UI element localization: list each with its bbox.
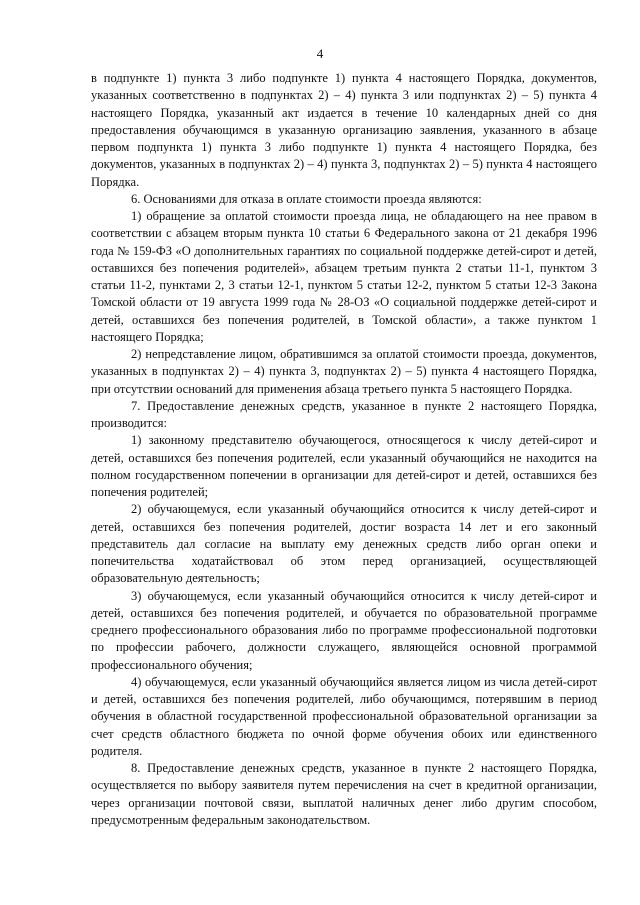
page-number: 4 — [316, 46, 324, 61]
paragraph-item-6: 6. Основаниями для отказа в оплате стоимости проезда являются: — [131, 191, 482, 206]
paragraph-item-7-3: 3) обучающемуся, если указанный обучающийся относится к числу детей-сирот и детей, оставшихся без попечения родителей, и обучается по образовательной программе среднего профессионального образования либо по программе профессиональной подготовки по профессии рабочего, должности служащего, являющейся основной программой профессионального обучения; — [91, 588, 597, 672]
paragraph-item-7-2: 2) обучающемуся, если указанный обучающийся относится к числу детей-сирот и детей, оставшихся без попечения родителей, достиг возраста 14 лет и его законный представитель дал согласие на выплату ему денежных средств либо орган опеки и попечительства ходатайствовал об этом перед организацией, осуществляющей образовательную деятельность; — [91, 502, 597, 586]
paragraph-item-7-4: 4) обучающемуся, если указанный обучающийся является лицом из числа детей-сирот и детей, оставшихся без попечения родителей, либо обучающимся, потерявшим в период обучения в областной государственной профессиональной образовательной организации за счет средств областного бюджета по очной форме обучения обоих или единственного родителя. — [91, 674, 597, 758]
paragraph-item-8: 8. Предоставление денежных средств, указанное в пункте 2 настоящего Порядка, осуществляется по выбору заявителя путем перечисления на счет в кредитной организации, через организации почтовой связи, выплатой наличных денег либо другим способом, предусмотренным федеральным законодательством. — [91, 761, 597, 827]
paragraph-item-6-1: 1) обращение за оплатой стоимости проезда лица, не обладающего на нее правом в соответствии с абзацем вторым пункта 10 статьи 6 Федерального закона от 21 декабря 1996 года № 159-ФЗ «О дополнительных гарантиях по социальной поддержке детей-сирот и детей, оставшихся без попечения родителей», абзацем третьим пункта 2 статьи 11-1, пунктом 3 статьи 11-2, пунктами 2, 3 статьи 12-1, пунктом 5 статьи 12-2, пунктом 5 статьи 12-3 Закона Томской области от 19 августа 1999 года № 28-ОЗ «О социальной поддержке детей-сирот и детей, оставшихся без попечения родителей, в Томской области», а также пунктом 1 настоящего Порядка; — [91, 209, 597, 344]
paragraph-item-6-2: 2) непредставление лицом, обратившимся за оплатой стоимости проезда, документов, указанных в подпунктах 2) – 4) пункта 3, подпунктах 2) – 5) пункта 4 настоящего Порядка, при отсутствии оснований для применения абзаца третьего пункта 5 настоящего Порядка. — [91, 347, 597, 396]
paragraph-item-7-1: 1) законному представителю обучающегося, относящегося к числу детей-сирот и детей, оставшихся без попечения родителей, если указанный обучающийся не находится на полном государственном попечении в организации для детей-сирот и детей, оставшихся без попечения родителей; — [91, 433, 597, 499]
paragraph-item-7: 7. Предоставление денежных средств, указанное в пункте 2 настоящего Порядка, производится: — [91, 398, 597, 430]
document-body — [91, 70, 597, 829]
paragraph-continuation: в подпункте 1) пункта 3 либо подпункте 1) пункта 4 настоящего Порядка, документов, указанных соответственно в подпунктах 2) – 4) пункта 3 или подпунктах 2) – 5) пункта 4 настоящего Порядка, указанный акт издается в течение 10 календарных дней со дня предоставления обучающимся в указанную организацию заявления, указанного в абзаце первом подпункта 1) пункта 3 либо подпункте 1) пункта 4 настоящего Порядка, без документов, указанных в подпунктах 2) – 4) пункта 3, подпунктах 2) – 5) пункта 4 настоящего Порядка. — [91, 71, 597, 189]
